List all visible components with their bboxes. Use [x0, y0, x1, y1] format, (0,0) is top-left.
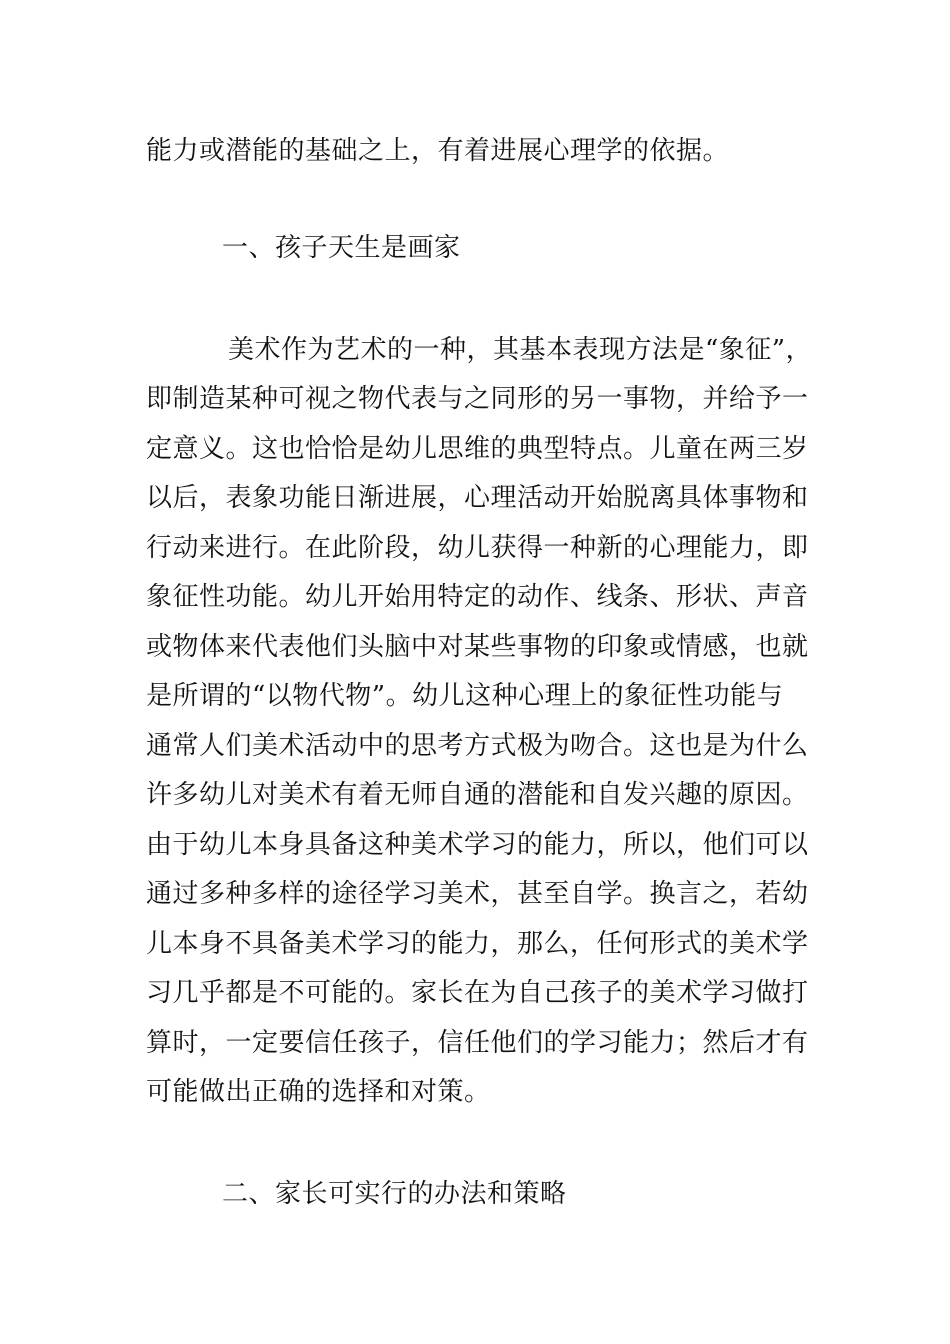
paragraph-line: 可能做出正确的选择和对策。	[146, 1077, 491, 1107]
paragraph-line: 许多幼儿对美术有着无师自通的潜能和自发兴趣的原因。	[146, 780, 809, 810]
paragraph-line: 儿本身不具备美术学习的能力，那么，任何形式的美术学	[146, 929, 809, 959]
paragraph-line: 行动来进行。在此阶段，幼儿获得一种新的心理能力，即	[146, 533, 809, 563]
paragraph-line: 通常人们美术活动中的思考方式极为吻合。这也是为什么	[146, 731, 809, 761]
paragraph-line: 美术作为艺术的一种，其基本表现方法是“象征”，	[228, 335, 813, 365]
section-heading-1: 一、孩子天生是画家	[222, 233, 461, 263]
paragraph-line: 或物体来代表他们头脑中对某些事物的印象或情感，也就	[146, 632, 809, 662]
paragraph-line: 象征性功能。幼儿开始用特定的动作、线条、形状、声音	[146, 582, 809, 612]
paragraph-line: 通过多种多样的途径学习美术，甚至自学。换言之，若幼	[146, 879, 809, 909]
paragraph-line: 习几乎都是不可能的。家长在为自己孩子的美术学习做打	[146, 978, 809, 1008]
paragraph-line: 由于幼儿本身具备这种美术学习的能力，所以，他们可以	[146, 830, 809, 860]
intro-line: 能力或潜能的基础之上，有着进展心理学的依据。	[146, 136, 730, 166]
section-heading-2: 二、家长可实行的办法和策略	[222, 1179, 567, 1209]
paragraph-line: 以后，表象功能日渐进展，心理活动开始脱离具体事物和	[146, 483, 809, 513]
paragraph-line: 即制造某种可视之物代表与之同形的另一事物，并给予一	[146, 384, 809, 414]
paragraph-line: 是所谓的“以物代物”。幼儿这种心理上的象征性功能与	[146, 681, 784, 711]
paragraph-line: 定意义。这也恰恰是幼儿思维的典型特点。儿童在两三岁	[146, 434, 809, 464]
paragraph-line: 算时，一定要信任孩子，信任他们的学习能力；然后才有	[146, 1028, 809, 1058]
